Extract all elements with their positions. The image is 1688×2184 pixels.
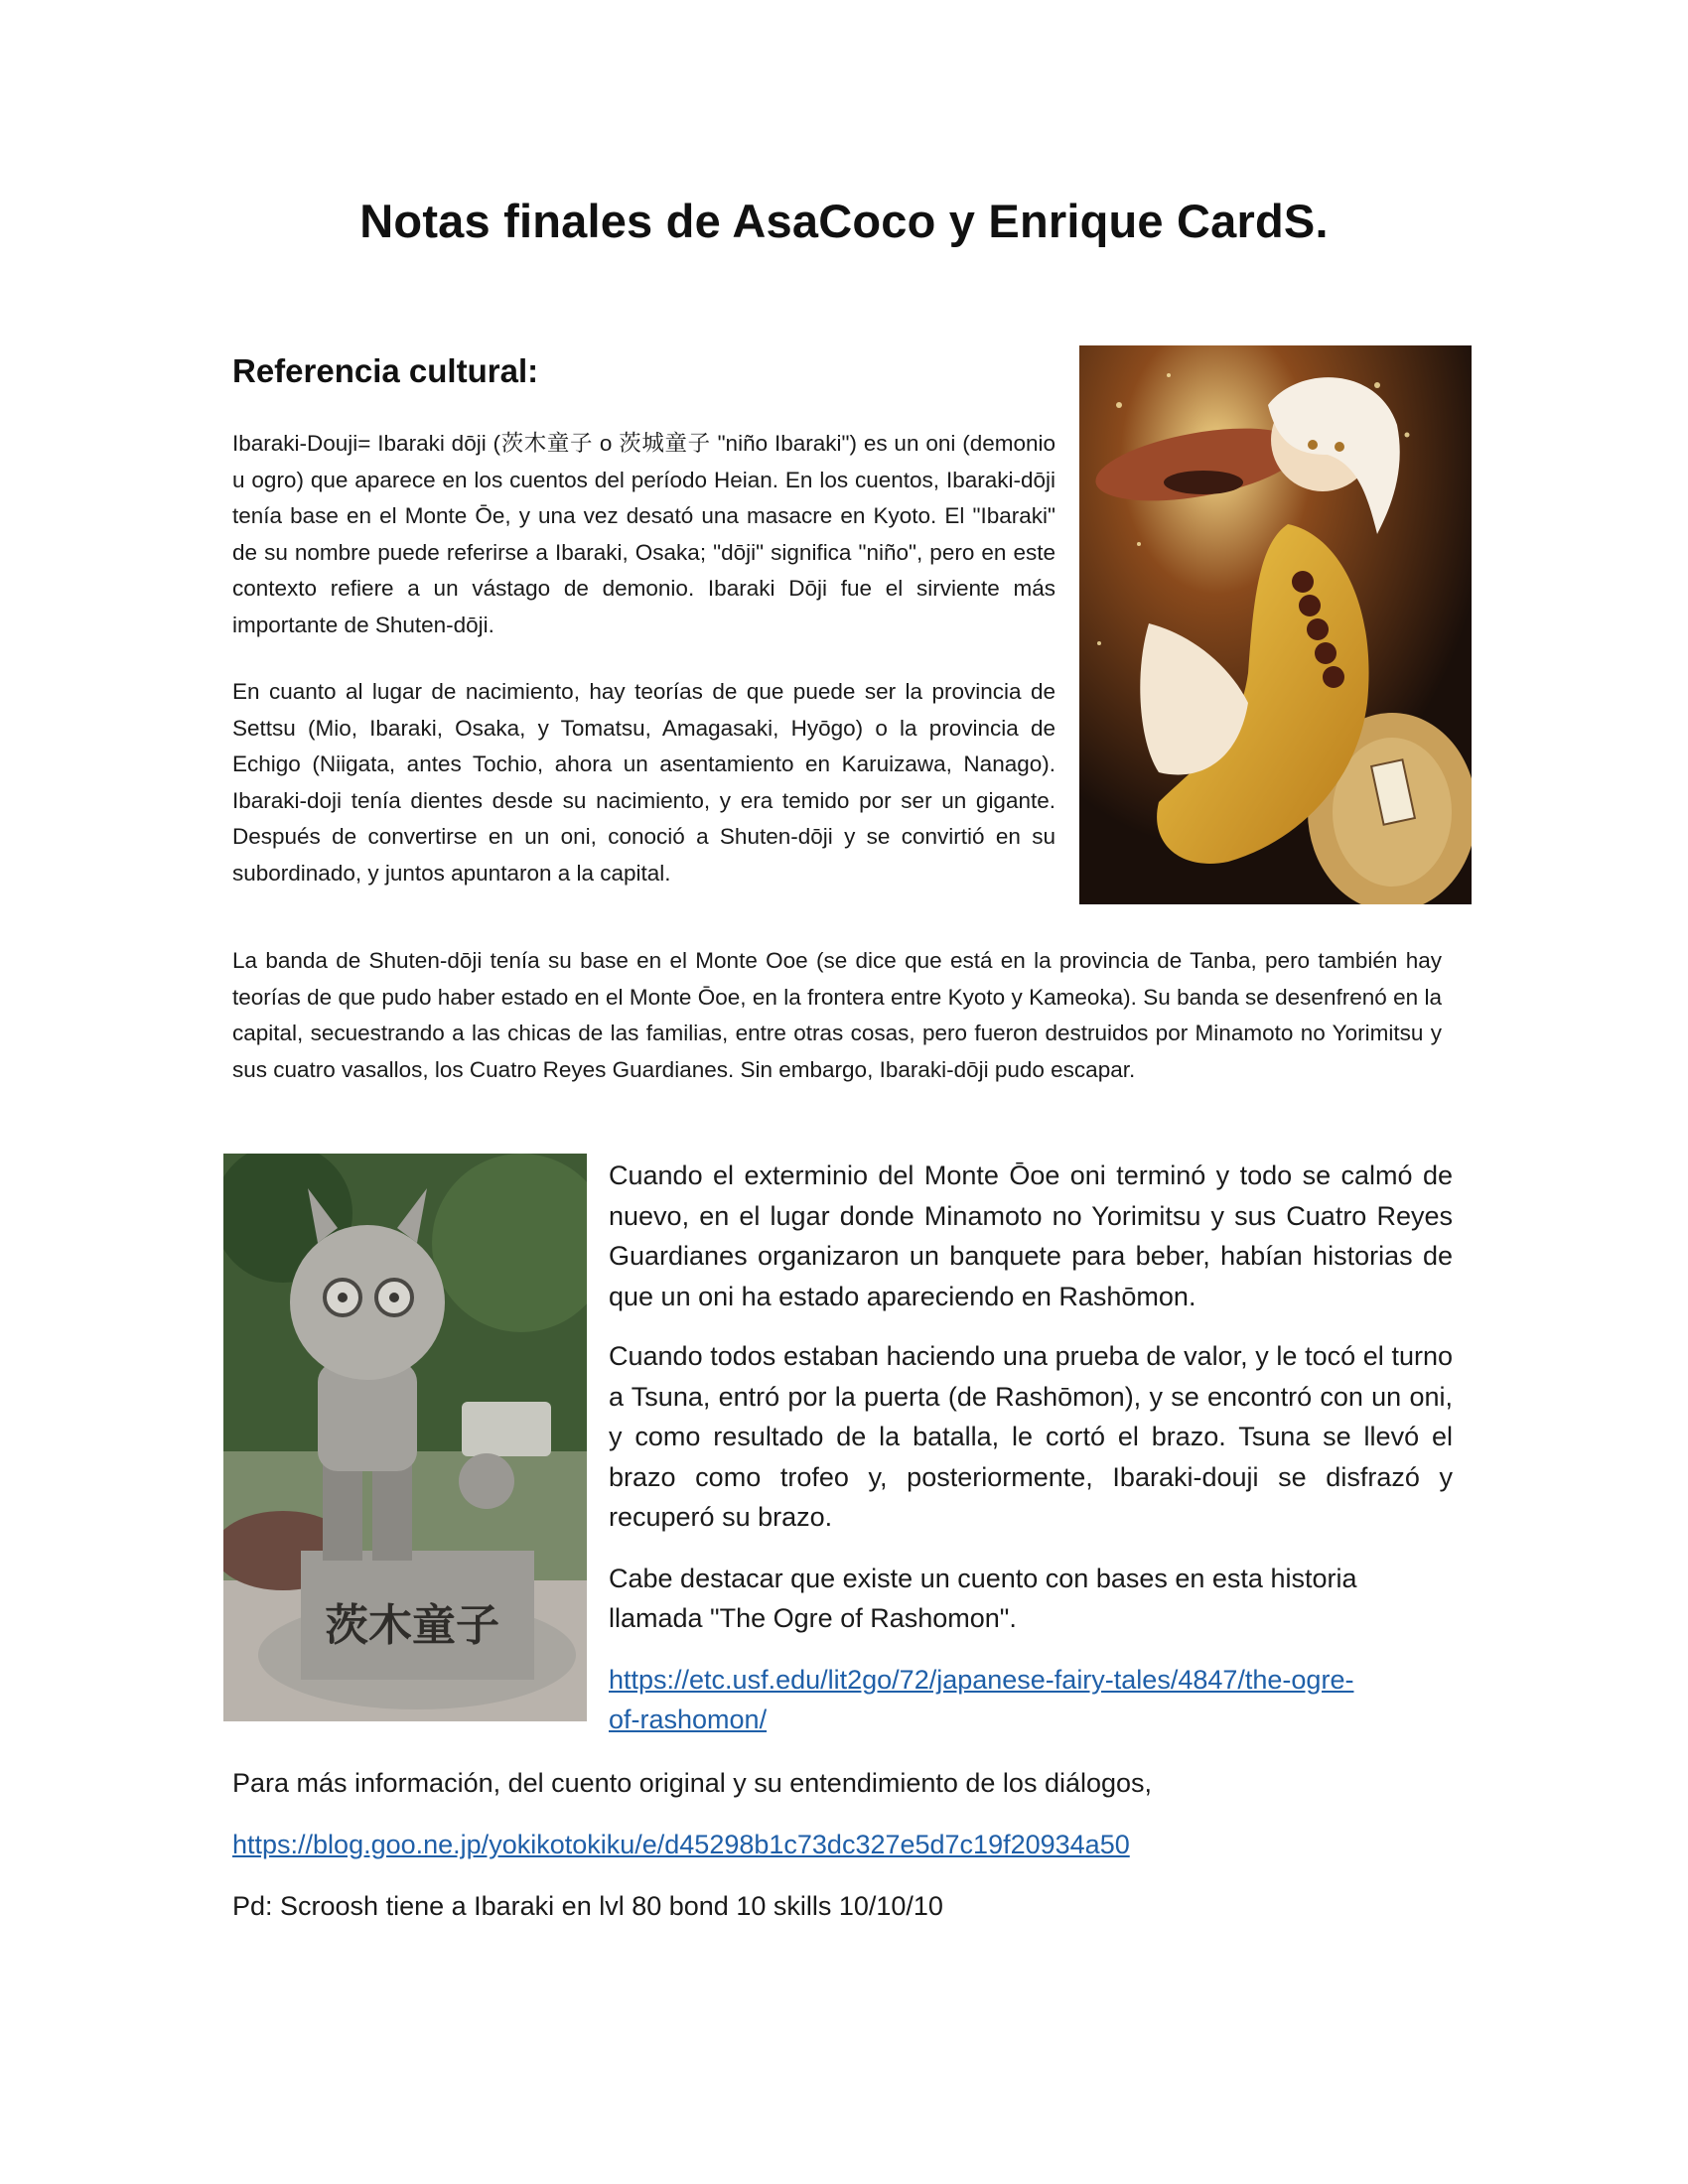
blog-goo-link[interactable]: https://blog.goo.ne.jp/yokikotokiku/e/d45298b1c73dc327e5d7c19f20934a50 — [232, 1830, 1130, 1859]
ogre-of-rashomon-link-line2[interactable]: of-rashomon/ — [609, 1705, 768, 1734]
page-title: Notas finales de AsaCoco y Enrique CardS. — [359, 195, 1329, 247]
paragraph-5: Cuando todos estaban haciendo una prueba de valor, y le tocó el turno a Tsuna, entró por la puerta (de Rashōmon), y se encontró con un oni, y como resultado de la batalla, le cortó el brazo. Tsuna se llevó el brazo como trofeo y, posteriormente, Ibaraki-douji se disfrazó y recuperó su brazo. — [609, 1341, 1453, 1532]
ibaraki-illustration — [1079, 345, 1472, 904]
statue-inscription: 茨木童子 — [325, 1600, 499, 1651]
paragraph-2: En cuanto al lugar de nacimiento, hay teorías de que puede ser la provincia de Settsu (Mio, Ibaraki, Osaka, y Tomatsu, Amagasaki, Hyōgo) o la provincia de Echigo (Niigata, antes Tochio, ahora un asentamiento en Karuizawa, Nanago). Ibaraki-doji tenía dientes desde su nacimiento, y era temido por ser un gigante. Después de convertirse en un oni, conoció a Shuten-dōji y se convirtió en su subordinado, y juntos apuntaron a la capital. — [232, 679, 1055, 886]
paragraph-1: Ibaraki-Douji= Ibaraki dōji (茨木童子 o 茨城童子 "niño Ibaraki") es un oni (demonio u ogro) que aparece en los cuentos del período Heian. En los cuentos, Ibaraki-dōji tenía base en el Monte Ōe, y una vez desató una masacre en Kyoto. El "Ibaraki" de su nombre puede referirse a Ibaraki, Osaka; "dōji" significa "niño", pero en este contexto refiere a un vástago de demonio. Ibaraki Dōji fue el sirviente más importante de Shuten-dōji. — [232, 431, 1055, 637]
paragraph-6: Cabe destacar que existe un cuento con bases en esta historia llamada "The Ogre of Rashomon". — [609, 1564, 1357, 1633]
paragraph-7: Para más información, del cuento original y su entendimiento de los diálogos, — [232, 1768, 1153, 1798]
section-heading: Referencia cultural: — [232, 352, 539, 389]
paragraph-8: Pd: Scroosh tiene a Ibaraki en lvl 80 bond 10 skills 10/10/10 — [232, 1891, 943, 1921]
paragraph-4: Cuando el exterminio del Monte Ōoe oni terminó y todo se calmó de nuevo, en el lugar donde Minamoto no Yorimitsu y sus Cuatro Reyes Guardianes organizaron un banquete para beber, habían historias de que un oni ha estado apareciendo en Rashōmon. — [609, 1160, 1453, 1311]
paragraph-3: La banda de Shuten-dōji tenía su base en el Monte Ooe (se dice que está en la provincia de Tanba, pero también hay teorías de que pudo haber estado en el Monte Ōoe, en la frontera entre Kyoto y Kameoka). Su banda se desenfrenó en la capital, secuestrando a las chicas de las familias, entre otras cosas, pero fueron destruidos por Minamoto no Yorimitsu y sus cuatro vasallos, los Cuatro Reyes Guardianes. Sin embargo, Ibaraki-dōji pudo escapar. — [232, 948, 1442, 1082]
ogre-of-rashomon-link-line1[interactable]: https://etc.usf.edu/lit2go/72/japanese-fairy-tales/4847/the-ogre- — [609, 1665, 1354, 1695]
statue-photo — [223, 1154, 587, 1721]
